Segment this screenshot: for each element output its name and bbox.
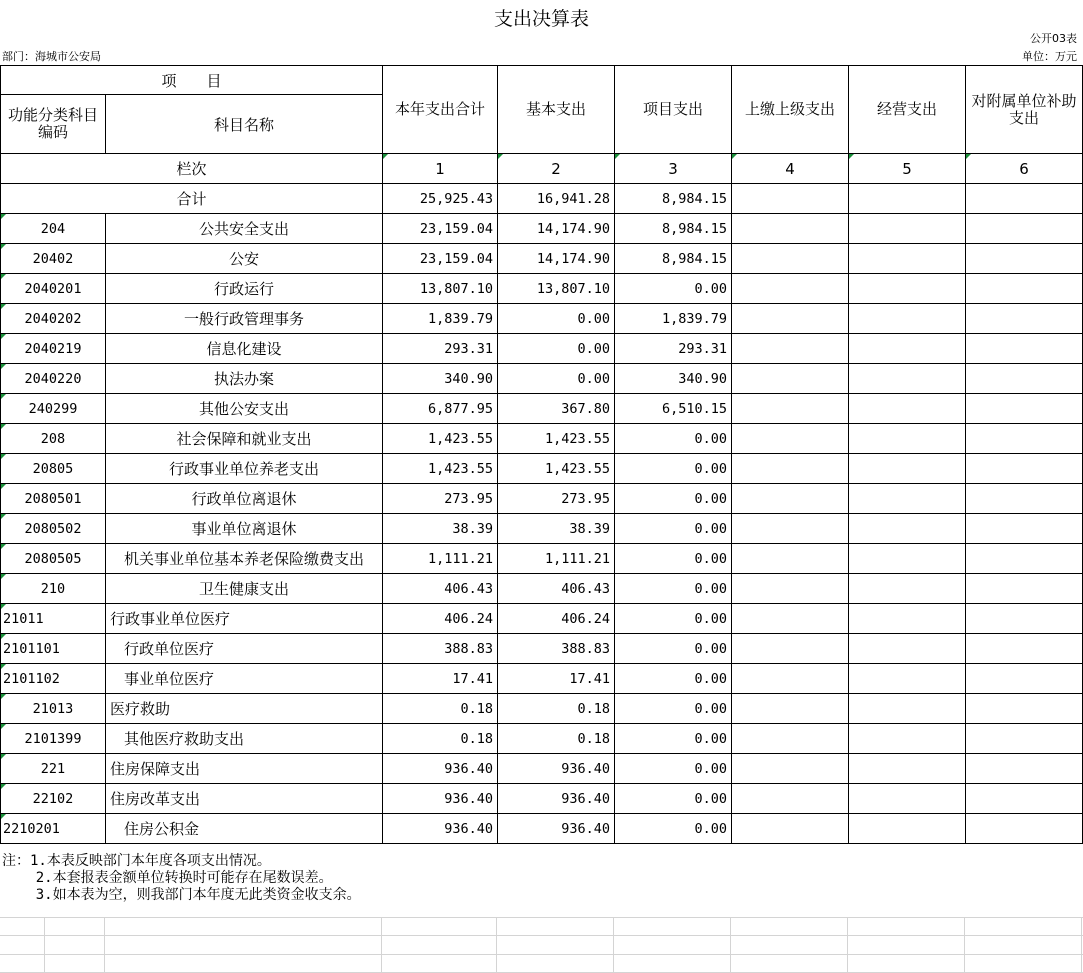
table-row bbox=[1, 634, 1083, 664]
row-code: 2040219 bbox=[1, 334, 106, 364]
header-total-expenditure: 本年支出合计 bbox=[383, 66, 498, 154]
row-value-1: 293.31 bbox=[383, 334, 498, 364]
row-value-3: 340.90 bbox=[615, 364, 732, 394]
row-value-4 bbox=[732, 724, 849, 754]
row-name: 住房公积金 bbox=[106, 814, 383, 844]
empty-grid bbox=[0, 917, 1083, 973]
notes bbox=[2, 853, 361, 904]
row-value-3: 0.00 bbox=[615, 574, 732, 604]
row-value-6 bbox=[966, 334, 1083, 364]
row-name: 事业单位离退休 bbox=[106, 514, 383, 544]
table-row bbox=[1, 784, 1083, 814]
row-value-6 bbox=[966, 364, 1083, 394]
row-name: 行政事业单位医疗 bbox=[106, 604, 383, 634]
row-value-2: 1,423.55 bbox=[498, 454, 615, 484]
table-row bbox=[1, 334, 1083, 364]
row-name: 住房改革支出 bbox=[106, 784, 383, 814]
total-value-1: 25,925.43 bbox=[383, 184, 498, 214]
department-label: 部门：海城市公安局 bbox=[2, 50, 101, 63]
row-code: 21011 bbox=[1, 604, 106, 634]
row-code: 2101399 bbox=[1, 724, 106, 754]
row-value-2: 936.40 bbox=[498, 784, 615, 814]
row-value-1: 936.40 bbox=[383, 784, 498, 814]
row-value-3: 0.00 bbox=[615, 514, 732, 544]
row-name: 行政运行 bbox=[106, 274, 383, 304]
row-value-4 bbox=[732, 244, 849, 274]
row-value-2: 1,423.55 bbox=[498, 424, 615, 454]
row-value-2: 273.95 bbox=[498, 484, 615, 514]
row-value-4 bbox=[732, 304, 849, 334]
row-code: 20402 bbox=[1, 244, 106, 274]
row-value-6 bbox=[966, 304, 1083, 334]
row-value-5 bbox=[849, 364, 966, 394]
row-value-2: 38.39 bbox=[498, 514, 615, 544]
row-value-6 bbox=[966, 694, 1083, 724]
row-value-1: 936.40 bbox=[383, 754, 498, 784]
row-value-5 bbox=[849, 694, 966, 724]
header-item: 项 目 bbox=[1, 66, 383, 95]
row-value-3: 0.00 bbox=[615, 784, 732, 814]
seq-4: 4 bbox=[732, 154, 849, 184]
row-value-5 bbox=[849, 304, 966, 334]
row-value-3: 0.00 bbox=[615, 544, 732, 574]
row-value-2: 14,174.90 bbox=[498, 214, 615, 244]
table-row bbox=[1, 484, 1083, 514]
row-code: 22102 bbox=[1, 784, 106, 814]
row-value-6 bbox=[966, 454, 1083, 484]
row-value-2: 406.43 bbox=[498, 574, 615, 604]
row-value-4 bbox=[732, 814, 849, 844]
total-value-5 bbox=[849, 184, 966, 214]
table-row bbox=[1, 754, 1083, 784]
row-name: 事业单位医疗 bbox=[106, 664, 383, 694]
row-value-4 bbox=[732, 754, 849, 784]
row-value-2: 17.41 bbox=[498, 664, 615, 694]
row-value-4 bbox=[732, 544, 849, 574]
row-name: 信息化建设 bbox=[106, 334, 383, 364]
row-value-4 bbox=[732, 634, 849, 664]
row-value-1: 406.24 bbox=[383, 604, 498, 634]
row-value-3: 0.00 bbox=[615, 664, 732, 694]
row-code: 2080505 bbox=[1, 544, 106, 574]
row-value-2: 0.00 bbox=[498, 334, 615, 364]
row-value-5 bbox=[849, 724, 966, 754]
row-value-5 bbox=[849, 754, 966, 784]
row-value-4 bbox=[732, 514, 849, 544]
row-value-4 bbox=[732, 694, 849, 724]
row-code: 2080501 bbox=[1, 484, 106, 514]
row-value-2: 936.40 bbox=[498, 814, 615, 844]
row-value-3: 8,984.15 bbox=[615, 214, 732, 244]
table-row bbox=[1, 394, 1083, 424]
total-value-2: 16,941.28 bbox=[498, 184, 615, 214]
header-operating-expenditure: 经营支出 bbox=[849, 66, 966, 154]
row-value-4 bbox=[732, 664, 849, 694]
row-name: 行政单位医疗 bbox=[106, 634, 383, 664]
row-value-2: 0.00 bbox=[498, 304, 615, 334]
table-row bbox=[1, 664, 1083, 694]
row-value-4 bbox=[732, 484, 849, 514]
row-value-2: 14,174.90 bbox=[498, 244, 615, 274]
row-value-1: 23,159.04 bbox=[383, 214, 498, 244]
row-name: 行政事业单位养老支出 bbox=[106, 454, 383, 484]
row-value-3: 8,984.15 bbox=[615, 244, 732, 274]
row-code: 210 bbox=[1, 574, 106, 604]
row-value-5 bbox=[849, 634, 966, 664]
row-value-5 bbox=[849, 274, 966, 304]
row-value-4 bbox=[732, 214, 849, 244]
row-value-6 bbox=[966, 814, 1083, 844]
row-value-5 bbox=[849, 604, 966, 634]
row-value-1: 388.83 bbox=[383, 634, 498, 664]
row-code: 2101102 bbox=[1, 664, 106, 694]
row-value-5 bbox=[849, 544, 966, 574]
row-value-5 bbox=[849, 334, 966, 364]
row-name: 其他医疗救助支出 bbox=[106, 724, 383, 754]
row-value-2: 0.18 bbox=[498, 694, 615, 724]
row-value-2: 0.00 bbox=[498, 364, 615, 394]
row-value-6 bbox=[966, 544, 1083, 574]
row-value-6 bbox=[966, 724, 1083, 754]
row-code: 208 bbox=[1, 424, 106, 454]
row-name: 住房保障支出 bbox=[106, 754, 383, 784]
note-3: 3.如本表为空，则我部门本年度无此类资金收支余。 bbox=[2, 887, 361, 903]
note-1: 注：1.本表反映部门本年度各项支出情况。 bbox=[2, 853, 271, 869]
expenditure-table bbox=[0, 65, 1083, 844]
header-subsidiary-subsidy: 对附属单位补助支出 bbox=[966, 66, 1083, 154]
row-value-3: 0.00 bbox=[615, 814, 732, 844]
row-value-3: 293.31 bbox=[615, 334, 732, 364]
table-row bbox=[1, 454, 1083, 484]
note-2: 2.本套报表金额单位转换时可能存在尾数误差。 bbox=[2, 870, 333, 886]
table-row bbox=[1, 604, 1083, 634]
row-name: 行政单位离退休 bbox=[106, 484, 383, 514]
row-name: 一般行政管理事务 bbox=[106, 304, 383, 334]
row-code: 240299 bbox=[1, 394, 106, 424]
header-remit-superior: 上缴上级支出 bbox=[732, 66, 849, 154]
row-name: 机关事业单位基本养老保险缴费支出 bbox=[106, 544, 383, 574]
row-value-5 bbox=[849, 484, 966, 514]
row-value-5 bbox=[849, 784, 966, 814]
row-value-3: 0.00 bbox=[615, 454, 732, 484]
total-label: 合计 bbox=[1, 184, 383, 214]
row-code: 2040220 bbox=[1, 364, 106, 394]
table-row bbox=[1, 724, 1083, 754]
row-value-1: 406.43 bbox=[383, 574, 498, 604]
total-value-4 bbox=[732, 184, 849, 214]
row-value-1: 273.95 bbox=[383, 484, 498, 514]
table-row bbox=[1, 694, 1083, 724]
seq-1: 1 bbox=[383, 154, 498, 184]
row-value-1: 1,423.55 bbox=[383, 454, 498, 484]
row-code: 221 bbox=[1, 754, 106, 784]
row-value-1: 340.90 bbox=[383, 364, 498, 394]
page-title: 支出决算表 bbox=[493, 8, 589, 30]
table-row bbox=[1, 364, 1083, 394]
row-value-4 bbox=[732, 274, 849, 304]
row-name: 社会保障和就业支出 bbox=[106, 424, 383, 454]
row-name: 公共安全支出 bbox=[106, 214, 383, 244]
table-row bbox=[1, 814, 1083, 844]
row-value-2: 13,807.10 bbox=[498, 274, 615, 304]
row-value-4 bbox=[732, 424, 849, 454]
row-value-2: 0.18 bbox=[498, 724, 615, 754]
row-value-6 bbox=[966, 274, 1083, 304]
row-value-5 bbox=[849, 454, 966, 484]
row-value-5 bbox=[849, 814, 966, 844]
row-name: 卫生健康支出 bbox=[106, 574, 383, 604]
row-value-1: 6,877.95 bbox=[383, 394, 498, 424]
header-name: 科目名称 bbox=[106, 95, 383, 154]
row-value-1: 1,111.21 bbox=[383, 544, 498, 574]
row-code: 20805 bbox=[1, 454, 106, 484]
row-value-2: 388.83 bbox=[498, 634, 615, 664]
row-value-6 bbox=[966, 484, 1083, 514]
table-row bbox=[1, 574, 1083, 604]
total-row bbox=[1, 184, 1083, 214]
table-row bbox=[1, 514, 1083, 544]
row-value-4 bbox=[732, 364, 849, 394]
row-value-1: 1,423.55 bbox=[383, 424, 498, 454]
row-value-3: 0.00 bbox=[615, 754, 732, 784]
row-value-6 bbox=[966, 394, 1083, 424]
row-value-2: 367.80 bbox=[498, 394, 615, 424]
table-row bbox=[1, 244, 1083, 274]
row-code: 2210201 bbox=[1, 814, 106, 844]
row-value-6 bbox=[966, 244, 1083, 274]
seq-label: 栏次 bbox=[1, 154, 383, 184]
row-code: 21013 bbox=[1, 694, 106, 724]
seq-2: 2 bbox=[498, 154, 615, 184]
row-code: 204 bbox=[1, 214, 106, 244]
row-name: 医疗救助 bbox=[106, 694, 383, 724]
table-row bbox=[1, 304, 1083, 334]
row-value-1: 17.41 bbox=[383, 664, 498, 694]
row-value-1: 1,839.79 bbox=[383, 304, 498, 334]
row-value-1: 0.18 bbox=[383, 724, 498, 754]
seq-3: 3 bbox=[615, 154, 732, 184]
row-value-5 bbox=[849, 244, 966, 274]
row-value-6 bbox=[966, 604, 1083, 634]
row-value-5 bbox=[849, 214, 966, 244]
row-value-5 bbox=[849, 664, 966, 694]
row-value-3: 0.00 bbox=[615, 424, 732, 454]
row-value-4 bbox=[732, 454, 849, 484]
row-value-3: 0.00 bbox=[615, 604, 732, 634]
row-value-2: 406.24 bbox=[498, 604, 615, 634]
row-value-1: 936.40 bbox=[383, 814, 498, 844]
row-value-5 bbox=[849, 424, 966, 454]
table-row bbox=[1, 214, 1083, 244]
row-value-3: 1,839.79 bbox=[615, 304, 732, 334]
total-value-3: 8,984.15 bbox=[615, 184, 732, 214]
row-value-1: 23,159.04 bbox=[383, 244, 498, 274]
row-code: 2101101 bbox=[1, 634, 106, 664]
row-value-6 bbox=[966, 784, 1083, 814]
header-basic-expenditure: 基本支出 bbox=[498, 66, 615, 154]
row-value-2: 1,111.21 bbox=[498, 544, 615, 574]
row-value-6 bbox=[966, 634, 1083, 664]
row-value-6 bbox=[966, 754, 1083, 784]
row-value-6 bbox=[966, 514, 1083, 544]
seq-6: 6 bbox=[966, 154, 1083, 184]
row-value-1: 38.39 bbox=[383, 514, 498, 544]
row-value-1: 13,807.10 bbox=[383, 274, 498, 304]
sheet-number: 公开03表 bbox=[1030, 32, 1077, 45]
row-name: 执法办案 bbox=[106, 364, 383, 394]
row-value-4 bbox=[732, 394, 849, 424]
row-value-3: 0.00 bbox=[615, 274, 732, 304]
row-value-3: 0.00 bbox=[615, 634, 732, 664]
row-value-6 bbox=[966, 574, 1083, 604]
row-name: 其他公安支出 bbox=[106, 394, 383, 424]
row-value-5 bbox=[849, 394, 966, 424]
row-code: 2040202 bbox=[1, 304, 106, 334]
row-value-6 bbox=[966, 214, 1083, 244]
seq-5: 5 bbox=[849, 154, 966, 184]
unit-label: 单位：万元 bbox=[1022, 50, 1077, 63]
row-value-3: 0.00 bbox=[615, 724, 732, 754]
row-value-5 bbox=[849, 514, 966, 544]
row-code: 2040201 bbox=[1, 274, 106, 304]
row-value-4 bbox=[732, 604, 849, 634]
table-row bbox=[1, 424, 1083, 454]
table-row bbox=[1, 274, 1083, 304]
row-value-2: 936.40 bbox=[498, 754, 615, 784]
row-value-3: 0.00 bbox=[615, 484, 732, 514]
row-value-6 bbox=[966, 664, 1083, 694]
row-value-4 bbox=[732, 334, 849, 364]
header-code: 功能分类科目编码 bbox=[1, 95, 106, 154]
row-value-3: 6,510.15 bbox=[615, 394, 732, 424]
row-value-5 bbox=[849, 574, 966, 604]
row-name: 公安 bbox=[106, 244, 383, 274]
total-value-6 bbox=[966, 184, 1083, 214]
row-value-6 bbox=[966, 424, 1083, 454]
row-value-4 bbox=[732, 574, 849, 604]
row-code: 2080502 bbox=[1, 514, 106, 544]
table-row bbox=[1, 544, 1083, 574]
row-value-1: 0.18 bbox=[383, 694, 498, 724]
row-value-4 bbox=[732, 784, 849, 814]
row-value-3: 0.00 bbox=[615, 694, 732, 724]
header-project-expenditure: 项目支出 bbox=[615, 66, 732, 154]
